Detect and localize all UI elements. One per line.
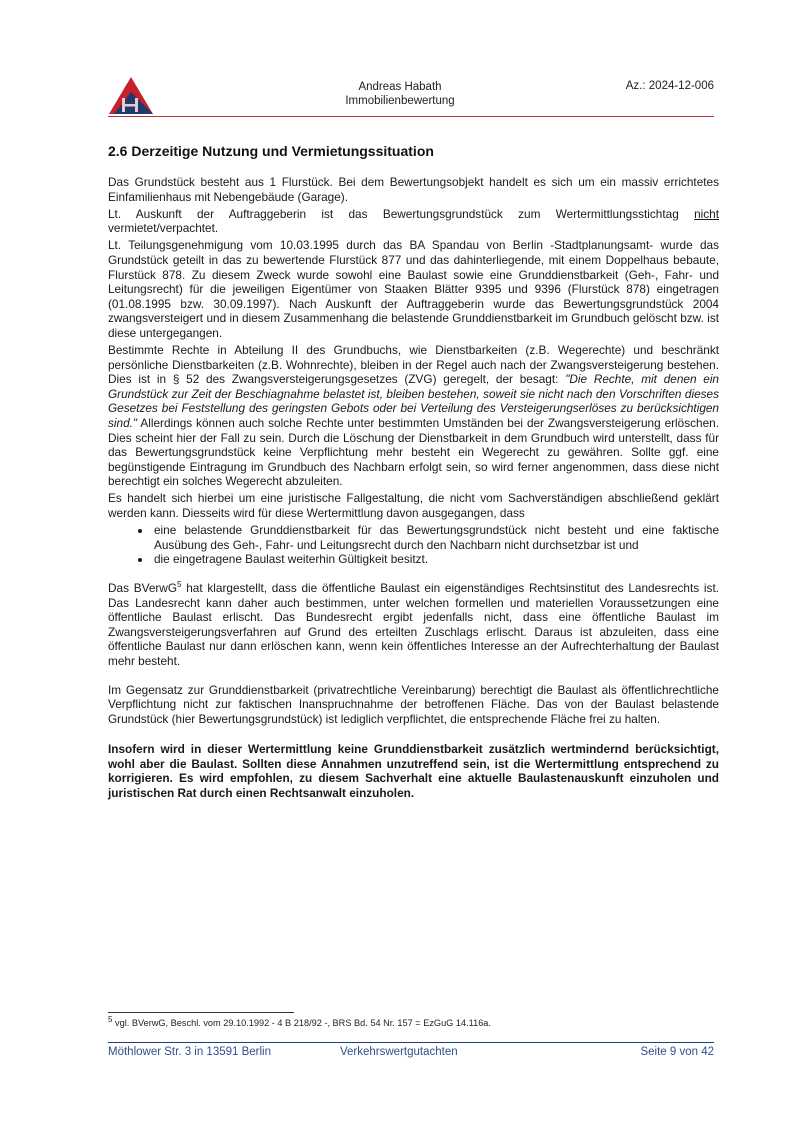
paragraph-2-text-b: vermietet/verpachtet. <box>108 221 219 236</box>
paragraph-6 <box>108 581 719 669</box>
underlined-word: nicht <box>694 206 719 221</box>
paragraph-4 <box>108 343 719 489</box>
footer-divider <box>108 1042 714 1043</box>
paragraph-7: Im Gegensatz zur Grunddienstbarkeit (privatrechtliche Vereinbarung) berechtigt die Baulast als öffentlichrechtliche Verpflichtung nicht zur faktischen Inanspruchnahme der betroffenen Fläche. Das von der Baulast belastende Grundstück (hier Bewertungsgrundstück) ist lediglich verpflichtet, die entsprechende Fläche frei zu halten. <box>108 682 719 726</box>
paragraph-1: Das Grundstück besteht aus 1 Flurstück. Bei dem Bewertungsobjekt handelt es sich um ein massiv errichtetes Einfamilienhaus mit Nebengebäude (Garage). <box>108 175 719 204</box>
footnote-text: vgl. BVerwG, Beschl. vom 29.10.1992 - 4 B 218/92 -, BRS Bd. 54 Nr. 157 = EzGuG 14.116a. <box>112 1018 491 1028</box>
document-body <box>108 175 719 803</box>
footer-page-number: Seite 9 von 42 <box>640 1046 714 1058</box>
conclusion-paragraph: Insofern wird in dieser Wertermittlung keine Grunddienstbarkeit zusätzlich wertmindernd berücksichtigt, wohl aber die Baulast. Sollten diese Annahmen unzutreffend sein, ist die Wertermittlung entsprechend zu korrigieren. Es wird empfohlen, zu diesem Sachverhalt eine aktuelle Baulastenauskunft einzuholen und juristischen Rat durch einen Rechtsanwalt einzuholen. <box>108 742 719 801</box>
paragraph-6-text-b: hat klargestellt, dass die öffentliche Baulast ein eigenständiges Rechtsinstitut des Landesrechts ist. Das Landesrecht kann daher auch bestimmen, unter welchen formellen und materiellen Voraussetzungen eine öffentliche Baulast erlischt. Das Bundesrecht ergibt jedenfalls nicht, dass eine öffentliche Baulast im Zwangsversteigerungsverfahren auf Grund des erteilten Zuschlags erlischt. Daraus ist abzuleiten, dass eine öffentliche Baulast nur dann erlöschen kann, wenn kein öffentliches Interesse an der Aufrechterhaltung der Baulast mehr besteht. <box>108 580 720 668</box>
paragraph-5: Es handelt sich hierbei um eine juristische Fallgestaltung, die nicht vom Sachverständigen abschließend geklärt werden kann. Diesseits wird für diese Wertermittlung davon ausgegangen, dass <box>108 491 719 521</box>
reference-number: Az.: 2024-12-006 <box>625 80 714 92</box>
header-center <box>300 80 500 108</box>
triangle-h-logo-icon <box>108 76 154 116</box>
footer-address: Möthlower Str. 3 in 13591 Berlin <box>108 1046 272 1058</box>
assumption-list <box>108 523 719 567</box>
footnote <box>108 1014 491 1028</box>
author-subtitle: Immobilienbewertung <box>345 95 455 107</box>
list-item: • die eingetragene Baulast weiterhin Gültigkeit besitzt. <box>152 552 719 567</box>
list-item: • eine belastende Grunddienstbarkeit für das Bewertungsgrundstück nicht besteht und eine faktische Ausübung des Geh-, Fahr- und Leitungsrecht durch den Nachbarn nicht durchsetzbar ist und <box>152 523 719 552</box>
footnote-ref[interactable]: 5 <box>177 580 182 590</box>
legal-quote: "Die Rechte, mit denen ein Grundstück zur Zeit der Beschiagnahme belastet ist, bleiben bestehen, soweit sie nicht nach den Vorschriften dieses Gesetzes bei Feststellung des geringsten Gebots oder bei Verteilung des Versteigerungserlöses zu berücksichtigen sind." <box>108 372 719 430</box>
paragraph-4-text-b: Allerdings können auch solche Rechte unter bestimmten Umständen bei der Zwangsversteigerung erlöschen. Dies scheint hier der Fall zu sein. Durch die Löschung der Dienstbarkeit in dem Grundbuch wird unterstellt, dass für das Bewertungsgrundstück keine Verpflichtung mehr besteht ein Wegerecht zu gewähren. Sollte ggf. eine begünstigende Eintragung im Grundbuch des Nachbarn erfolgt sein, so wird ferner angenommen, dass diese nicht berechtigt ein solches Wegerecht abzuleiten. <box>108 416 719 489</box>
author-name: Andreas Habath <box>358 81 442 93</box>
footnote-number: 5 <box>108 1014 113 1024</box>
paragraph-2-text-a: Lt. Auskunft der Auftraggeberin ist das Bewertungsgrundstück zum Wertermittlungsstichtag <box>108 206 695 221</box>
paragraph-4-text-a: Bestimmte Rechte in Abteilung II des Grundbuchs, wie Dienstbarkeiten (z.B. Wegerechte) und beschränkt persönliche Dienstbarkeiten (z.B. Wohnrechte), bleiben in der Regel auch nach der Zwangsversteigerung bestehen. Dies ist in § 52 des Zwangsversteigerungsgesetzes (ZVG) geregelt, der besagt: <box>108 343 719 387</box>
paragraph-3: Lt. Teilungsgenehmigung vom 10.03.1995 durch das BA Spandau von Berlin -Stadtplanungsamt- wurde das Grundstück geteilt in das zu bewertende Flurstück 877 und das dahinterliegende, mit einem Doppelhaus bebaute, Flurstück 878. Zu diesem Zweck wurde sowohl eine Baulast sowie eine Grunddienstbarkeit (Geh-, Fahr- und Leitungsrecht) für die jeweiligen Eigentümer von Staaken Blätter 9395 und 9396 (Flurstück 878) eingetragen (01.08.1995 bzw. 30.09.1997). Nach Auskunft der Auftraggeberin wurde das Bewertungsgrundstück 2004 zwangsversteigert und in diesem Zusammenhang die belastende Grunddienstbarkeit im Grundbuch gelöscht bzw. ist diese untergegangen. <box>108 238 719 340</box>
paragraph-2 <box>108 207 719 236</box>
section-title: 2.6 Derzeitige Nutzung und Vermietungssituation <box>108 143 434 159</box>
paragraph-6-text-a: Das BVerwG <box>108 580 178 595</box>
header-divider <box>108 116 714 117</box>
footnote-divider <box>108 1012 294 1013</box>
footer-doc-type: Verkehrswertgutachten <box>340 1046 458 1058</box>
